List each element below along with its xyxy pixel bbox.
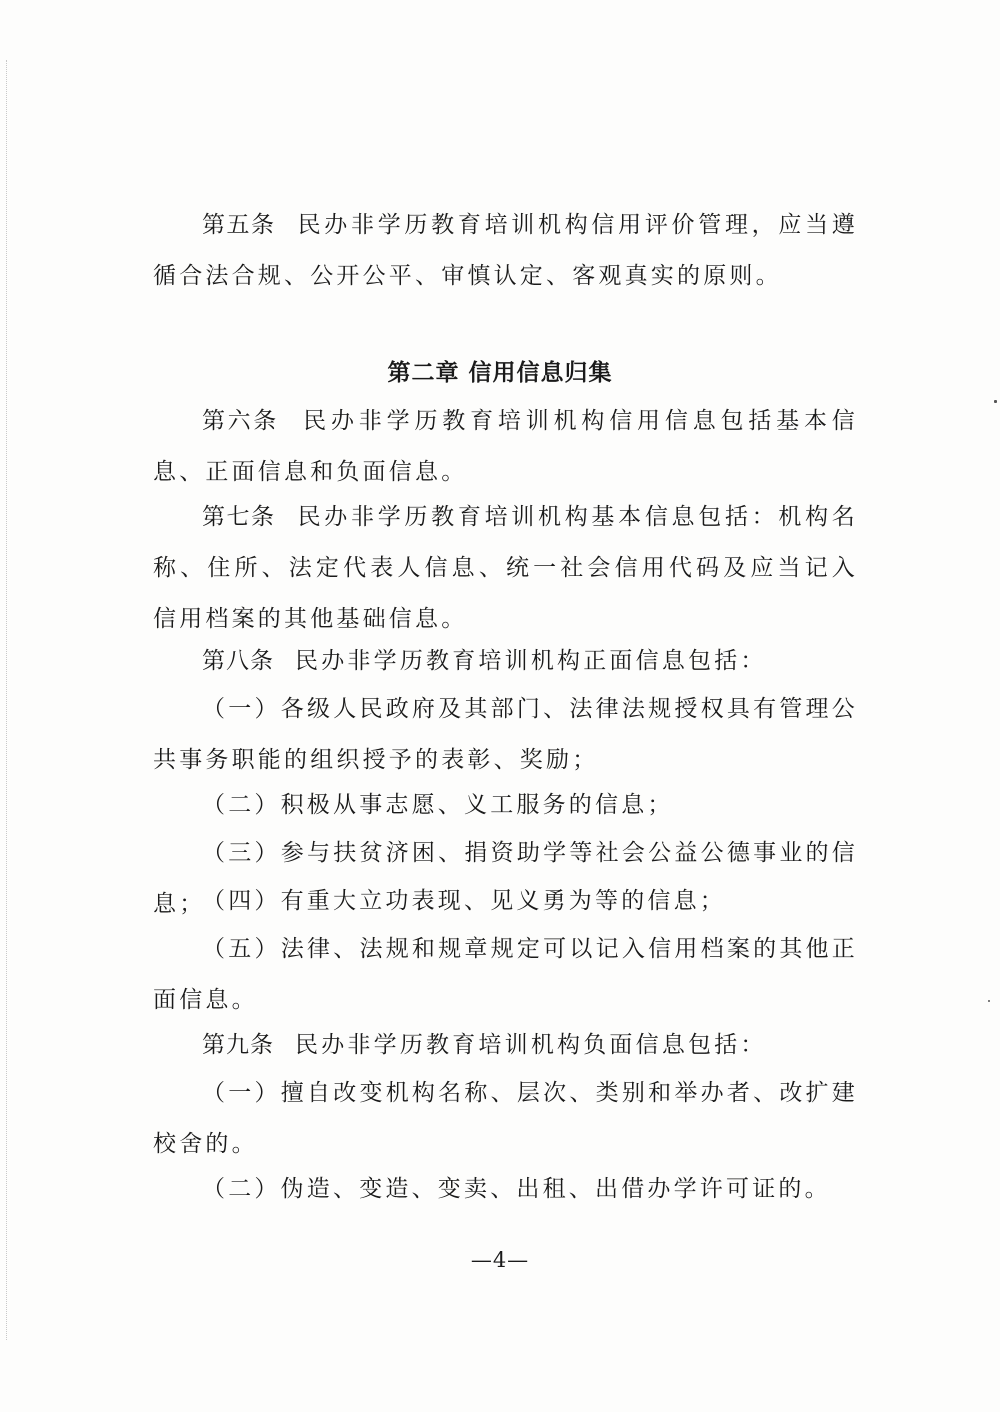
article-5 (153, 200, 858, 302)
chapter-title: 第二章 信用信息归集 (387, 360, 613, 386)
scan-edge (6, 60, 8, 1340)
article-text: 民办非学历教育培训机构基本信息包括：机构名称、住所、法定代表人信息、统一社会信用代码及应当记入信用档案的其他基础信息。 (153, 504, 859, 632)
list-item: （五）法律、法规和规章规定可以记入信用档案的其他正面信息。 (153, 936, 858, 1013)
article-number: 第五条 (202, 212, 276, 238)
list-item: （四）有重大立功表现、见义勇为等的信息； (202, 888, 726, 914)
scan-speck (988, 1000, 990, 1002)
list-item: （一）各级人民政府及其部门、法律法规授权具有管理公共事务职能的组织授予的表彰、奖励； (153, 696, 858, 773)
article-6 (153, 396, 858, 498)
article-text: 民办非学历教育培训机构正面信息包括： (295, 648, 767, 674)
article-7 (153, 492, 858, 645)
article-number: 第九条 (202, 1032, 274, 1058)
article-number: 第八条 (202, 648, 274, 674)
article-9 (153, 1020, 858, 1071)
list-item: （二）积极从事志愿、义工服务的信息； (202, 792, 674, 818)
list-item: （二）伪造、变造、变卖、出租、出借办学许可证的。 (202, 1176, 831, 1202)
list-item: （三）参与扶贫济困、捐资助学等社会公益公德事业的信息； (153, 840, 858, 917)
list-item: （一）擅自改变机构名称、层次、类别和举办者、改扩建校舍的。 (153, 1080, 858, 1157)
article-text: 民办非学历教育培训机构负面信息包括： (295, 1032, 767, 1058)
article-8 (153, 636, 858, 687)
article-text: 民办非学历教育培训机构信用评价管理，应当遵循合法合规、公开公平、审慎认定、客观真实的原则。 (153, 212, 859, 289)
scan-speck (994, 400, 997, 403)
page-number: —4— (470, 1248, 530, 1272)
article-text: 民办非学历教育培训机构信用信息包括基本信息、正面信息和负面信息。 (153, 408, 859, 485)
article-number: 第六条 (202, 408, 279, 434)
article-number: 第七条 (202, 504, 276, 530)
